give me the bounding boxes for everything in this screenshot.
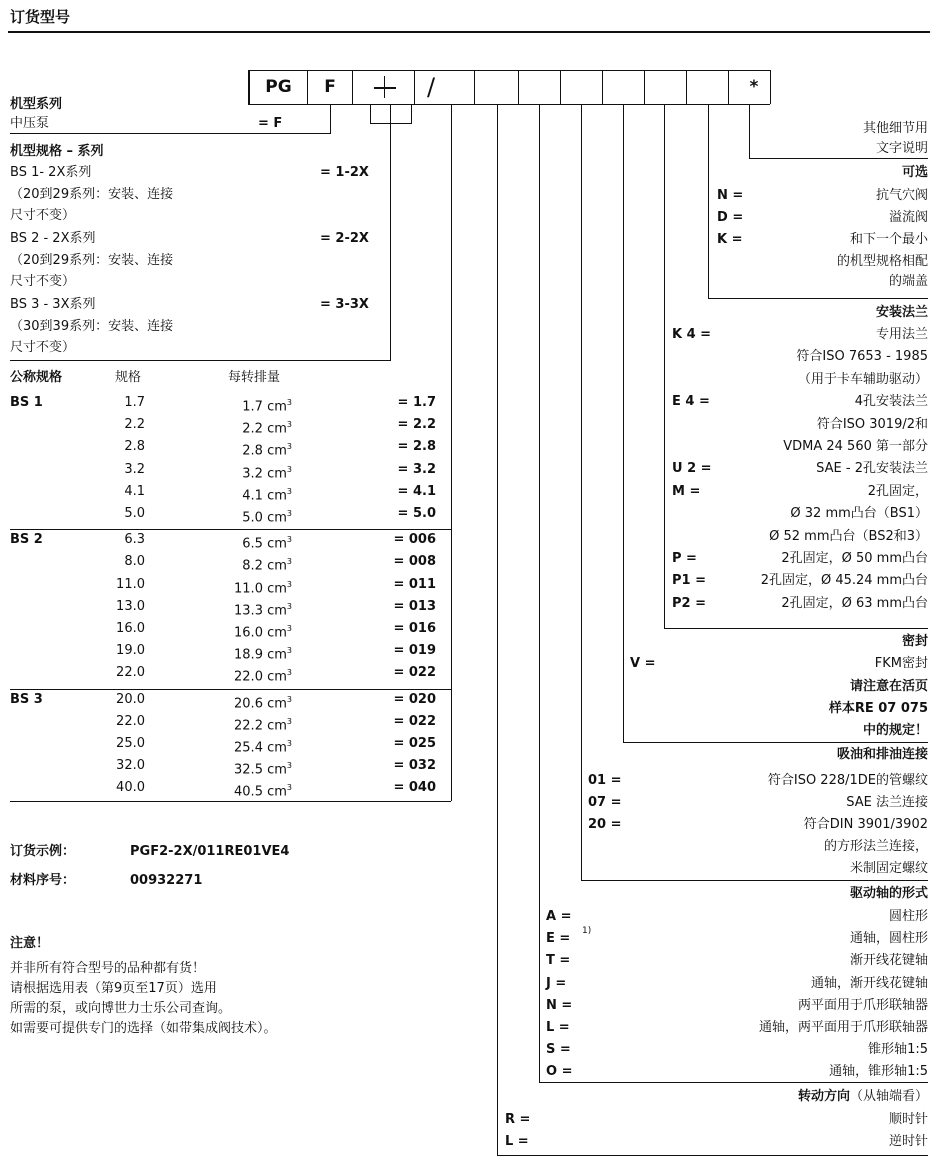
bs2-line: BS 2 - 2X系列 bbox=[10, 231, 96, 246]
seal-note: 中的规定！ bbox=[862, 723, 928, 738]
option-text: 的端盖 bbox=[888, 274, 928, 289]
code-box bbox=[770, 70, 771, 104]
flange-code: U 2 = bbox=[672, 461, 712, 477]
flange-text: 2孔固定， bbox=[867, 483, 928, 499]
flange-code: P2 = bbox=[672, 595, 706, 611]
code-cell: = 011 bbox=[393, 576, 436, 592]
dash-separator-tick bbox=[384, 76, 385, 98]
conn-port-rule bbox=[581, 880, 928, 881]
shaft-heading: 驱动轴的形式 bbox=[849, 886, 928, 901]
code-cell: = 040 bbox=[393, 780, 436, 796]
group-divider bbox=[10, 529, 451, 530]
displacement-cell: 3.2 $cm^3$ bbox=[242, 464, 292, 481]
option-text: 和下一个最小 bbox=[849, 232, 928, 247]
port-text: 符合DIN 3901/3902 bbox=[803, 817, 928, 832]
rotation-heading: 转动方向（从轴端看） bbox=[797, 1089, 928, 1104]
displacement-cell: 5.0 $cm^3$ bbox=[242, 509, 292, 526]
shaft-code: O = bbox=[546, 1064, 573, 1080]
seal-code: V = bbox=[630, 656, 656, 671]
code-cell: = 5.0 bbox=[397, 506, 436, 521]
series-heading: 机型系列 bbox=[10, 97, 63, 112]
table-header-nominal: 公称规格 bbox=[10, 370, 63, 385]
displacement-cell: 22.2 $cm^3$ bbox=[234, 716, 292, 734]
size-cell: 11.0 bbox=[116, 576, 145, 592]
seal-heading: 密封 bbox=[901, 634, 928, 649]
flange-text: 符合ISO 3019/2和 bbox=[816, 416, 928, 432]
shaft-code: E = bbox=[546, 931, 571, 947]
option-text: 抗气穴阀 bbox=[875, 188, 928, 203]
displacement-cell: 32.5 $cm^3$ bbox=[234, 761, 292, 778]
shaft-code: A = bbox=[546, 909, 572, 924]
code-box: F bbox=[307, 70, 352, 104]
bs1-note2: 尺寸不变） bbox=[10, 208, 76, 223]
size-cell: 40.0 bbox=[116, 780, 145, 796]
shaft-code: N = bbox=[546, 997, 573, 1013]
series-code: = F bbox=[258, 116, 283, 131]
conn-seal bbox=[623, 104, 624, 742]
flange-text: 专用法兰 bbox=[875, 327, 928, 342]
series-bracket bbox=[370, 104, 412, 124]
size-series-rule bbox=[10, 360, 390, 361]
displacement-cell: 2.2 $cm^3$ bbox=[242, 420, 292, 437]
size-cell: 13.0 bbox=[116, 598, 145, 614]
code-cell: = 019 bbox=[393, 643, 436, 659]
connector-series bbox=[390, 104, 391, 361]
conn-flange-rule bbox=[664, 628, 928, 629]
material-number-value: 00932271 bbox=[130, 873, 203, 888]
shaft-text: 通轴，两平面用于爪形联轴器 bbox=[758, 1020, 928, 1035]
order-example-label: 订货示例： bbox=[10, 844, 76, 859]
shaft-code: S = bbox=[546, 1042, 571, 1058]
bs2-note2: 尺寸不变） bbox=[10, 274, 76, 289]
port-code: 07 = bbox=[588, 795, 622, 810]
port-code: 20 = bbox=[588, 817, 622, 832]
displacement-cell: 22.0 $cm^3$ bbox=[234, 668, 292, 685]
options-heading: 可选 bbox=[901, 165, 928, 180]
option-code: N = bbox=[717, 188, 744, 203]
rotation-code: R = bbox=[505, 1112, 531, 1127]
size-series-heading: 机型规格 – 系列 bbox=[10, 144, 104, 159]
flange-text: Ø 52 mm凸台（BS2和3） bbox=[769, 528, 928, 544]
conn-shaft bbox=[539, 104, 540, 1082]
code-box bbox=[518, 70, 560, 104]
order-example-value: PGF2-2X/011RE01VE4 bbox=[130, 844, 290, 859]
bs3-note1: （30到39系列：安装、连接 bbox=[10, 319, 174, 334]
port-heading: 吸油和排油连接 bbox=[836, 747, 928, 762]
flange-code: M = bbox=[672, 483, 701, 499]
size-cell: 6.3 bbox=[124, 532, 145, 548]
note-line: 并非所有符合型号的品种都有货！ bbox=[10, 961, 206, 976]
size-cell: 5.0 bbox=[124, 506, 145, 521]
group-name: BS 2 bbox=[10, 532, 43, 548]
size-cell: 32.0 bbox=[116, 758, 145, 774]
conn-options bbox=[708, 104, 709, 298]
code-cell: = 020 bbox=[393, 691, 436, 707]
conn-seal-rule bbox=[623, 742, 928, 743]
size-cell: 2.2 bbox=[124, 417, 145, 433]
port-text: 符合ISO 228/1DE的管螺纹 bbox=[767, 773, 928, 788]
note-line: 所需的泵，或向博世力士乐公司查询。 bbox=[10, 1001, 232, 1016]
shaft-text: 锥形轴1:5 bbox=[868, 1042, 928, 1058]
bs2-code: = 2-2X bbox=[320, 231, 369, 246]
port-text: SAE 法兰连接 bbox=[846, 795, 928, 810]
note-heading: 注意！ bbox=[10, 936, 50, 951]
code-strip-bottom bbox=[248, 104, 770, 105]
size-cell: 25.0 bbox=[116, 736, 145, 751]
displacement-cell: 40.5 $cm^3$ bbox=[234, 783, 292, 800]
bs1-line: BS 1- 2X系列 bbox=[10, 165, 92, 180]
bs1-note1: （20到29系列：安装、连接 bbox=[10, 187, 174, 202]
code-cell: = 3.2 bbox=[397, 461, 436, 477]
material-number-label: 材料序号： bbox=[10, 873, 76, 888]
size-cell: 8.0 bbox=[124, 554, 145, 570]
flange-text: Ø 32 mm凸台（BS1） bbox=[790, 506, 928, 522]
page-title: 订货型号 bbox=[10, 8, 71, 26]
conn-options-rule bbox=[708, 298, 928, 299]
size-cell: 20.0 bbox=[116, 691, 145, 707]
code-cell: = 2.2 bbox=[397, 417, 436, 433]
flange-code: K 4 = bbox=[672, 327, 712, 342]
table-header-size: 规格 bbox=[115, 370, 142, 385]
code-box bbox=[644, 70, 686, 104]
displacement-cell: 11.0 $cm^3$ bbox=[234, 579, 292, 596]
note-line: 请根据选用表（第9页至17页）选用 bbox=[10, 981, 217, 996]
shaft-text: 两平面用于爪形联轴器 bbox=[797, 997, 928, 1013]
table-bottom-rule bbox=[10, 801, 451, 802]
displacement-cell: 25.4 $cm^3$ bbox=[234, 739, 292, 756]
code-box-star: * bbox=[749, 77, 759, 97]
rotation-text: 顺时针 bbox=[888, 1112, 928, 1127]
bs3-note2: 尺寸不变） bbox=[10, 340, 76, 355]
other-details-text: 文字说明 bbox=[875, 141, 928, 156]
option-code: D = bbox=[717, 210, 744, 225]
size-cell: 22.0 bbox=[116, 713, 145, 729]
displacement-cell: 2.8 $cm^3$ bbox=[242, 442, 292, 459]
flange-text: SAE - 2孔安装法兰 bbox=[816, 461, 928, 477]
flange-text: 符合ISO 7653 - 1985 bbox=[796, 349, 928, 365]
size-cell: 22.0 bbox=[116, 665, 145, 681]
conn-rotation bbox=[497, 104, 498, 1155]
conn-other bbox=[749, 104, 750, 158]
conn-shaft-rule bbox=[539, 1082, 928, 1083]
connector-F bbox=[330, 104, 331, 134]
flange-text: 2孔固定，Ø 63 mm凸台 bbox=[781, 595, 928, 611]
code-cell: = 022 bbox=[393, 665, 436, 681]
displacement-cell: 18.9 $cm^3$ bbox=[234, 646, 292, 663]
port-text: 的方形法兰连接， bbox=[823, 839, 928, 854]
flange-text: 4孔安装法兰 bbox=[854, 394, 928, 410]
flange-code: E 4 = bbox=[672, 394, 710, 410]
bs3-line: BS 3 - 3X系列 bbox=[10, 297, 96, 312]
conn-rotation-rule bbox=[497, 1155, 928, 1156]
flange-text: VDMA 24 560 第一部分 bbox=[783, 439, 928, 454]
table-header-displacement: 每转排量 bbox=[228, 370, 281, 385]
code-box bbox=[602, 70, 644, 104]
series-rule bbox=[10, 133, 330, 134]
title-rule bbox=[8, 31, 930, 33]
shaft-text: 通轴，圆柱形 bbox=[849, 931, 928, 947]
code-cell: = 022 bbox=[393, 713, 436, 729]
shaft-code: L = bbox=[546, 1020, 570, 1035]
footnote-marker: 1) bbox=[582, 926, 592, 937]
code-cell: = 032 bbox=[393, 758, 436, 774]
size-cell: 16.0 bbox=[116, 621, 145, 636]
code-cell: = 1.7 bbox=[397, 395, 436, 410]
bs2-note1: （20到29系列：安装、连接 bbox=[10, 253, 174, 268]
slash-separator: / bbox=[427, 73, 436, 101]
note-line: 如需要可提供专门的选择（如带集成阀技术）。 bbox=[10, 1021, 277, 1036]
flange-text: （用于卡车辅助驱动） bbox=[797, 371, 928, 387]
flange-text: 2孔固定，Ø 50 mm凸台 bbox=[781, 551, 928, 566]
port-code: 01 = bbox=[588, 773, 622, 788]
code-box bbox=[686, 70, 728, 104]
option-text: 溢流阀 bbox=[888, 210, 928, 225]
other-details-text: 其他细节用 bbox=[862, 121, 928, 136]
conn-flange bbox=[664, 104, 665, 628]
shaft-code: T = bbox=[546, 953, 571, 969]
displacement-cell: 8.2 $cm^3$ bbox=[242, 557, 292, 574]
rotation-code: L = bbox=[505, 1134, 529, 1149]
port-text: 米制固定螺纹 bbox=[849, 861, 928, 876]
code-cell: = 013 bbox=[393, 598, 436, 614]
flange-text: 2孔固定，Ø 45.24 mm凸台 bbox=[760, 573, 928, 589]
code-box bbox=[474, 70, 518, 104]
dash-separator bbox=[374, 87, 396, 89]
code-cell: = 008 bbox=[393, 554, 436, 570]
code-cell: = 4.1 bbox=[397, 483, 436, 499]
option-code: K = bbox=[717, 232, 743, 247]
flange-code: P = bbox=[672, 551, 697, 566]
size-cell: 19.0 bbox=[116, 643, 145, 659]
series-label: 中压泵 bbox=[10, 116, 50, 131]
rotation-text: 逆时针 bbox=[888, 1134, 928, 1149]
size-cell: 2.8 bbox=[124, 439, 145, 455]
shaft-text: 通轴，渐开线花键轴 bbox=[810, 975, 928, 991]
code-box: PG bbox=[248, 70, 307, 104]
flange-code: P1 = bbox=[672, 573, 706, 589]
displacement-cell: 20.6 $cm^3$ bbox=[234, 694, 292, 711]
code-box bbox=[560, 70, 602, 104]
code-cell: = 016 bbox=[393, 621, 436, 636]
shaft-text: 通轴，锥形轴1:5 bbox=[829, 1064, 928, 1080]
group-name: BS 1 bbox=[10, 395, 43, 410]
shaft-text: 圆柱形 bbox=[888, 909, 928, 924]
connector-size bbox=[451, 104, 452, 801]
seal-text: FKM密封 bbox=[874, 656, 928, 671]
code-box bbox=[414, 70, 474, 104]
group-name: BS 3 bbox=[10, 691, 43, 707]
displacement-cell: 16.0 $cm^3$ bbox=[234, 624, 292, 641]
conn-port bbox=[581, 104, 582, 880]
bs1-code: = 1-2X bbox=[320, 165, 369, 180]
flange-heading: 安装法兰 bbox=[875, 305, 928, 320]
displacement-cell: 4.1 $cm^3$ bbox=[242, 486, 292, 504]
bs3-code: = 3-3X bbox=[320, 297, 369, 312]
code-cell: = 2.8 bbox=[397, 439, 436, 455]
shaft-code: J = bbox=[546, 975, 567, 991]
group-divider bbox=[10, 689, 451, 690]
size-cell: 3.2 bbox=[124, 461, 145, 477]
seal-note: 请注意在活页 bbox=[849, 679, 928, 694]
shaft-text: 渐开线花键轴 bbox=[849, 953, 928, 969]
size-cell: 4.1 bbox=[124, 483, 145, 499]
conn-other-rule bbox=[749, 158, 928, 159]
displacement-cell: 13.3 $cm^3$ bbox=[234, 601, 292, 619]
displacement-cell: 6.5 $cm^3$ bbox=[242, 535, 292, 552]
size-cell: 1.7 bbox=[124, 395, 145, 410]
seal-note: 样本RE 07 075 bbox=[828, 701, 928, 716]
option-text: 的机型规格相配 bbox=[836, 254, 928, 269]
code-cell: = 006 bbox=[393, 532, 436, 548]
displacement-cell: 1.7 $cm^3$ bbox=[242, 398, 292, 415]
code-cell: = 025 bbox=[393, 736, 436, 751]
